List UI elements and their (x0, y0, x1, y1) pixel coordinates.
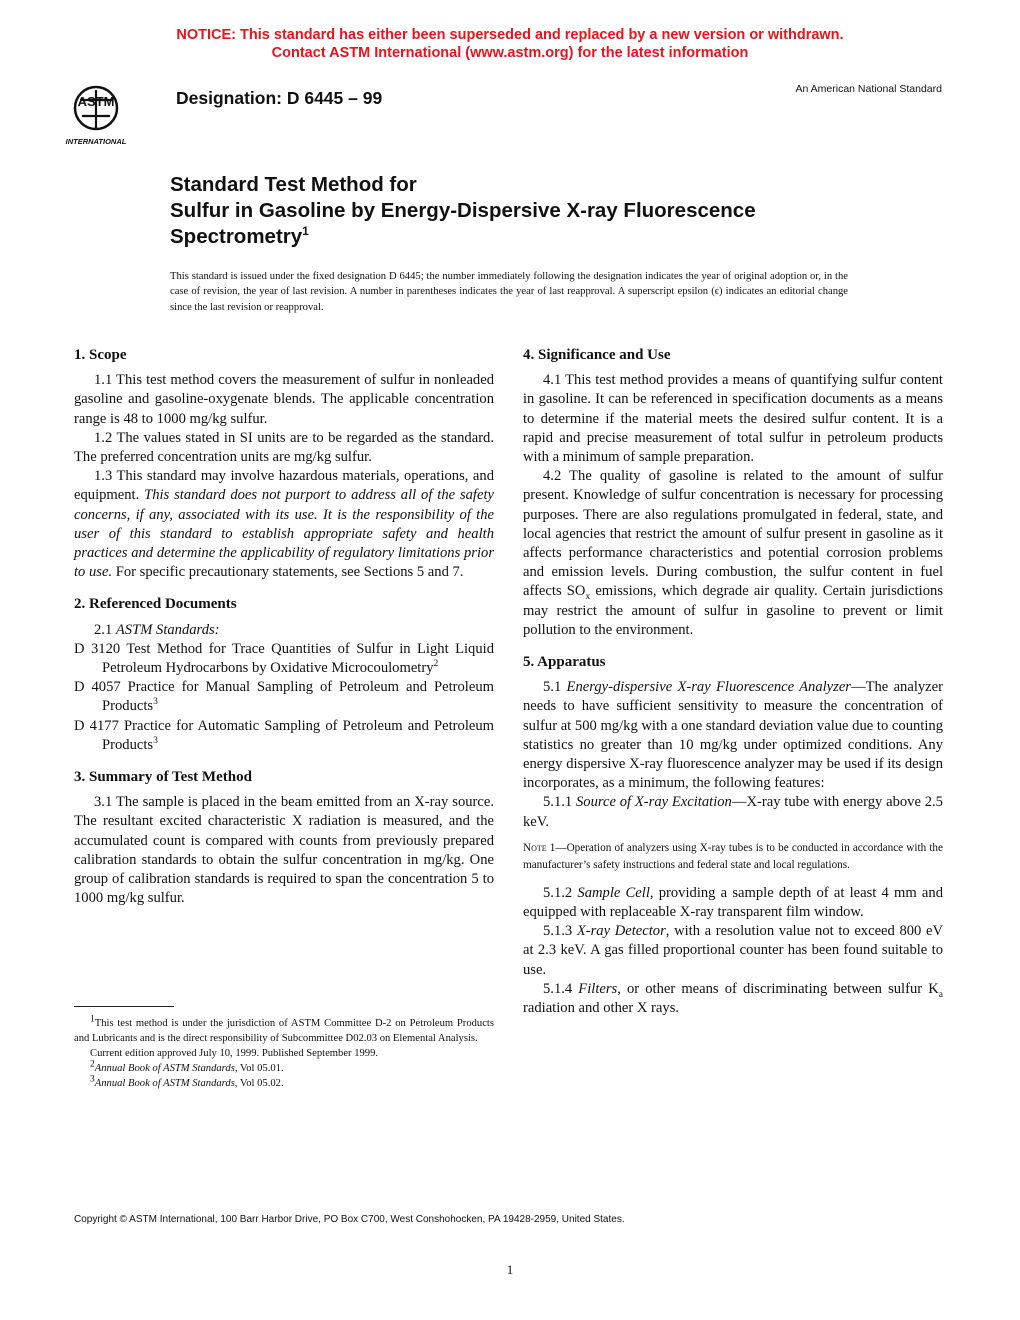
paragraph-1-3-b: For specific precautionary statements, see Sections 5 and 7. (112, 564, 464, 581)
paragraph-5-1-num: 5.1 (543, 679, 567, 696)
section-heading-significance: 4. Significance and Use (523, 347, 671, 363)
footnote-3-volume: , Vol 05.02. (234, 1078, 284, 1089)
footnote-3-title: Annual Book of ASTM Standards (94, 1078, 235, 1089)
issuance-statement: This standard is issued under the fixed designation D 6445; the number immediately following the designation indicates the year of original adoption or, in the case of revision, the year of last revision. A number in parentheses indicates the year of last reapproval. A superscript epsilon (ϵ) indicates an editorial change since the last revision or reapproval. (170, 271, 848, 313)
astm-logo (62, 80, 162, 146)
paragraph-5-1-1 (523, 793, 943, 831)
paragraph-1-2: 1.2 The values stated in SI units are to be regarded as the standard. The preferred concentration units are mg/kg sulfur. (74, 429, 494, 466)
paragraph-4-2-b: emissions, which degrade air quality. Certain jurisdictions may restrict the amount of sulfur in gasoline to prevent or limit pollution to the environment. (523, 583, 944, 638)
paragraph-5-1-1-term: Source of X-ray Excitation (575, 794, 732, 811)
footnote-1-mark: 1 (90, 1014, 95, 1025)
paragraph-5-1-2-term: Sample Cell (577, 884, 650, 901)
paragraph-5-1-4-term: Filters (578, 980, 618, 997)
reference-d4177 (74, 717, 494, 755)
paragraph-5-1-4 (523, 980, 943, 1018)
paragraph-5-1 (523, 678, 943, 793)
footnote-3 (74, 1076, 494, 1091)
title-footnote-mark: 1 (302, 224, 309, 239)
note-1 (523, 840, 943, 874)
paragraph-1-3-a: 1.3 This standard may involve hazardous materials, operations, and equipment. (74, 468, 494, 504)
paragraph-5-1-4-subscript: a (938, 989, 943, 1000)
reference-text: D 4177 Practice for Automatic Sampling of Petroleum and Petroleum Products (74, 717, 494, 753)
footnote-2-title: Annual Book of ASTM Standards (94, 1063, 235, 1074)
paragraph-5-1-4-b: radiation and other X rays. (523, 1000, 680, 1017)
logo-text: ASTM (77, 94, 115, 109)
designation: Designation: D 6445 – 99 (176, 88, 383, 108)
paragraph-4-1: 4.1 This test method provides a means of quantifying sulfur content in gasoline. It can be referenced in specification documents as a means to determine if the material meets the desired sulfur content. It is a rapid and precise measurement of total sulfur in petroleum products with a minimum of sample preparation. (523, 372, 943, 466)
paragraph-5-1-3-num: 5.1.3 (543, 923, 577, 940)
paragraph-2-1-label: ASTM Standards: (115, 621, 220, 638)
notice-line-1: NOTICE: This standard has either been superseded and replaced by a new version or withdrawn. (176, 27, 844, 43)
footnote-1-text: This test method is under the jurisdiction of ASTM Committee D-2 on Petroleum Products and Lubricants and is the direct responsibility of Subcommittee D02.03 on Elemental Analysis. (74, 1018, 494, 1044)
reference-text: D 3120 Test Method for Trace Quantities of Sulfur in Light Liquid Petroleum Hydrocarbons by Oxidative Microcoulometry (74, 640, 494, 677)
paragraph-5-1-1-text: —X-ray tube with energy above 2.5 keV. (523, 794, 943, 830)
footnote-2-volume: , Vol 05.01. (234, 1063, 284, 1074)
paragraph-4-2 (523, 467, 943, 640)
section-heading-referenced-documents: 2. Referenced Documents (74, 596, 237, 613)
footnote-3-mark: 3 (90, 1074, 95, 1085)
paragraph-2-1 (74, 621, 494, 640)
paragraph-5-1-1-num: 5.1.1 (543, 794, 576, 811)
paragraph-5-1-2 (523, 884, 943, 922)
footnote-divider (74, 1006, 174, 1007)
title-line-3-text: Spectrometry (170, 225, 303, 248)
footnote-1 (74, 1016, 494, 1046)
page-number: 1 (506, 1262, 514, 1277)
paragraph-5-1-3-term: X-ray Detector (576, 923, 666, 940)
note-1-text: —Operation of analyzers using X-ray tubes is to be conducted in accordance with the manufacturer’s safety instructions and federal state and local regulations. (523, 841, 943, 871)
reference-text: D 4057 Practice for Manual Sampling of Petroleum and Petroleum Products (74, 679, 494, 715)
paragraph-5-1-text: —The analyzer needs to have sufficient sensitivity to measure the concentration of sulfur at 500 mg/kg with a one standard deviation value due to counting statistics no greater than 10 mg/kg under optimized conditions. Any energy dispersive X-ray fluorescence analyzer may be used if its design incorporates, as a minimum, the following features: (523, 679, 944, 792)
paragraph-1-3 (74, 467, 494, 582)
paragraph-5-1-3 (523, 922, 943, 980)
paragraph-5-1-2-num: 5.1.2 (543, 884, 578, 901)
footnote-2 (74, 1061, 494, 1076)
note-1-label: Note 1 (523, 841, 556, 854)
document-title (170, 172, 930, 250)
reference-footnote-mark: 3 (153, 736, 158, 746)
american-national-standard-label: An American National Standard (795, 83, 942, 95)
section-heading-scope: 1. Scope (74, 347, 127, 363)
right-column (523, 346, 943, 1018)
copyright: Copyright © ASTM International, 100 Barr Harbor Drive, PO Box C700, West Conshohocken, PA 19428-2959, United States. (74, 1214, 625, 1225)
paragraph-4-2-a: 4.2 The quality of gasoline is related to the amount of sulfur present. Knowledge of sulfur concentration is necessary for processing purposes. There are also regulations promulgated in federal, state, and local agencies that restrict the amount of sulfur present in gasoline as it affects performance characteristics and potential corrosion problems and emission levels. During combustion, the sulfur content in fuel affects SO (523, 468, 943, 600)
paragraph-3-1: 3.1 The sample is placed in the beam emitted from an X-ray source. The resultant excited characteristic X radiation is measured, and the accumulated count is compared with counts from previously prepared calibration standards to obtain the sulfur concentration in mg/kg. One group of calibration standards is required to span the concentration 5 to 1000 mg/kg sulfur. (74, 794, 494, 907)
withdrawal-notice (0, 26, 1020, 62)
reference-d4057 (74, 678, 494, 716)
paragraph-1-3-caveat: This standard does not purport to address all of the safety concerns, if any, associated with its use. It is the responsibility of the user of this standard to establish appropriate safety and health practices and determine the applicability of regulatory limitations prior to use. (74, 487, 494, 581)
reference-footnote-mark: 2 (433, 659, 439, 670)
reference-d3120 (74, 640, 494, 678)
paragraph-1-1: 1.1 This test method covers the measurement of sulfur in nonleaded gasoline and gasoline-oxygenate blends. The applicable concentration range is 48 to 1000 mg/kg sulfur. (74, 372, 494, 427)
footnotes (74, 1016, 494, 1091)
title-line-1: Standard Test Method for (170, 173, 417, 196)
paragraph-2-1-num: 2.1 (94, 621, 116, 638)
paragraph-5-1-2-text: , providing a sample depth of at least 4 mm and equipped with replaceable X-ray transparent film window. (523, 884, 943, 921)
reference-footnote-mark: 3 (153, 697, 158, 708)
paragraph-5-1-term: Energy-dispersive X-ray Fluorescence Analyzer (566, 679, 851, 696)
footnote-1-edition: Current edition approved July 10, 1999. Published September 1999. (90, 1048, 379, 1059)
logo-subtext: INTERNATIONAL (65, 137, 127, 146)
footnote-2-mark: 2 (90, 1059, 95, 1070)
section-heading-apparatus: 5. Apparatus (523, 654, 606, 671)
section-heading-summary: 3. Summary of Test Method (74, 769, 252, 786)
title-line-3 (170, 224, 930, 250)
paragraph-5-1-4-a: , or other means of discriminating between sulfur K (617, 980, 939, 997)
paragraph-5-1-3-text: , with a resolution value not to exceed 800 eV at 2.3 keV. A gas filled proportional counter has been found suitable to use. (523, 923, 944, 978)
paragraph-5-1-4-num: 5.1.4 (543, 980, 579, 997)
left-column (74, 346, 494, 908)
paragraph-4-2-subscript: x (585, 592, 591, 603)
title-line-2: Sulfur in Gasoline by Energy-Dispersive X-ray Fluorescence (170, 199, 756, 222)
notice-line-2: Contact ASTM International (www.astm.org) for the latest information (271, 45, 749, 61)
